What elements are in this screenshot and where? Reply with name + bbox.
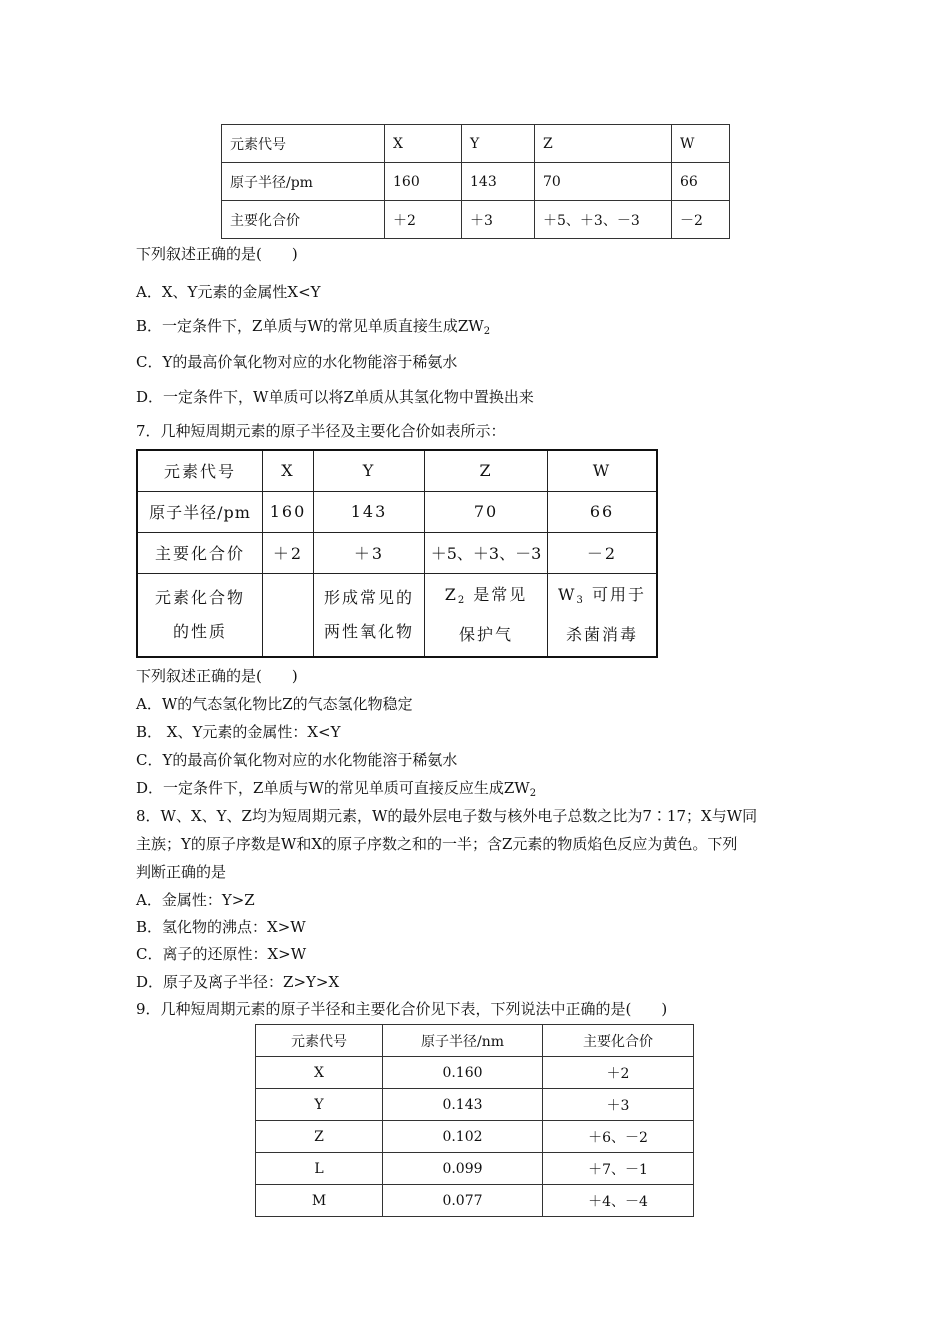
table-cell: －2 bbox=[548, 532, 658, 573]
table-cell: 0.143 bbox=[383, 1089, 543, 1121]
table-cell: 形成常见的两性氧化物 bbox=[314, 573, 425, 657]
table-cell: L bbox=[256, 1153, 383, 1185]
table-cell: 0.160 bbox=[383, 1057, 543, 1089]
q7-option-d-text: D．一定条件下，Z单质与W的常见单质可直接反应生成ZW bbox=[136, 779, 530, 797]
table-cell: 原子半径/pm bbox=[222, 163, 385, 201]
table-cell: 143 bbox=[462, 163, 535, 201]
table-cell: W bbox=[672, 125, 730, 163]
q7-prompt: 下列叙述正确的是( ) bbox=[136, 667, 298, 685]
table-cell bbox=[548, 573, 658, 657]
table-cell: 原子半径/nm bbox=[383, 1025, 543, 1057]
table-cell: Y bbox=[314, 450, 425, 491]
q7-option-d bbox=[136, 778, 536, 804]
table-cell: 66 bbox=[672, 163, 730, 201]
table-cell: X bbox=[263, 450, 314, 491]
q8-stem-line: 判断正确的是 bbox=[136, 863, 227, 881]
cell-text: 可用于杀菌消毒 bbox=[565, 584, 646, 644]
table-cell: 主要化合价 bbox=[222, 201, 385, 239]
table-cell: 主要化合价 bbox=[137, 532, 263, 573]
table-cell: 66 bbox=[548, 491, 658, 532]
q6-option-b-text: B．一定条件下，Z单质与W的常见单质直接生成ZW bbox=[136, 317, 484, 335]
q6-option-c: C．Y的最高价氧化物对应的水化物能溶于稀氨水 bbox=[136, 353, 458, 371]
table-row bbox=[256, 1153, 694, 1185]
table-cell: ＋7、－1 bbox=[543, 1153, 694, 1185]
q8-option-d: D．原子及离子半径：Z>Y>X bbox=[136, 973, 340, 991]
table-cell: ＋5、＋3、－3 bbox=[425, 532, 548, 573]
table-3 bbox=[255, 1024, 694, 1217]
cell-text: 是常见保护气 bbox=[458, 584, 528, 644]
table-cell: 元素代号 bbox=[222, 125, 385, 163]
table-cell: 元素代号 bbox=[256, 1025, 383, 1057]
q8-stem-line: 8．W、X、Y、Z均为短周期元素，W的最外层电子数与核外电子总数之比为7∶17；X与W同 bbox=[136, 807, 758, 825]
table-row bbox=[256, 1185, 694, 1217]
table-cell: 元素化合物的性质 bbox=[137, 573, 263, 657]
q6-prompt: 下列叙述正确的是( ) bbox=[136, 245, 298, 263]
table-cell: 元素代号 bbox=[137, 450, 263, 491]
table-cell: 160 bbox=[385, 163, 462, 201]
table-cell: ＋2 bbox=[385, 201, 462, 239]
table-2 bbox=[136, 449, 658, 658]
table-row bbox=[137, 532, 657, 573]
table-cell: M bbox=[256, 1185, 383, 1217]
q8-option-a: A．金属性：Y>Z bbox=[136, 891, 255, 909]
table-cell: 0.099 bbox=[383, 1153, 543, 1185]
table-1 bbox=[221, 124, 730, 239]
subscript: 3 bbox=[576, 594, 585, 606]
table-cell: 0.077 bbox=[383, 1185, 543, 1217]
table-row bbox=[222, 163, 730, 201]
table-row bbox=[137, 491, 657, 532]
q8-stem-line: 主族；Y的原子序数是W和X的原子序数之和的一半；含Z元素的物质焰色反应为黄色。下列 bbox=[136, 835, 738, 853]
table-cell: 70 bbox=[425, 491, 548, 532]
table-row bbox=[222, 201, 730, 239]
table-cell: 70 bbox=[535, 163, 672, 201]
cell-text: W bbox=[558, 584, 577, 604]
table-row bbox=[256, 1121, 694, 1153]
table-cell: ＋6、－2 bbox=[543, 1121, 694, 1153]
table-row bbox=[137, 450, 657, 491]
subscript: 2 bbox=[483, 326, 491, 337]
table-cell: ＋5、＋3、－3 bbox=[535, 201, 672, 239]
q8-option-b: B．氢化物的沸点：X>W bbox=[136, 918, 306, 936]
q6-option-a: A．X、Y元素的金属性X<Y bbox=[136, 283, 321, 301]
table-cell: X bbox=[385, 125, 462, 163]
table-cell: Y bbox=[462, 125, 535, 163]
table-cell: X bbox=[256, 1057, 383, 1089]
q7-option-b: B． X、Y元素的金属性：X<Y bbox=[136, 723, 341, 741]
table-cell: Z bbox=[425, 450, 548, 491]
q7-option-c: C．Y的最高价氧化物对应的水化物能溶于稀氨水 bbox=[136, 751, 458, 769]
table-cell: Z bbox=[256, 1121, 383, 1153]
table-row bbox=[256, 1089, 694, 1121]
q6-option-d: D．一定条件下，W单质可以将Z单质从其氢化物中置换出来 bbox=[136, 388, 534, 406]
cell-text: Z bbox=[444, 584, 458, 604]
subscript: 2 bbox=[529, 788, 537, 799]
table-cell: ＋3 bbox=[462, 201, 535, 239]
q7-title: 7．几种短周期元素的原子半径及主要化合价如表所示： bbox=[136, 422, 506, 440]
table-cell: ＋2 bbox=[263, 532, 314, 573]
table-cell: 0.102 bbox=[383, 1121, 543, 1153]
table-cell bbox=[263, 573, 314, 657]
table-cell: －2 bbox=[672, 201, 730, 239]
q8-option-c: C．离子的还原性：X>W bbox=[136, 945, 307, 963]
table-row bbox=[256, 1025, 694, 1057]
q9-title: 9．几种短周期元素的原子半径和主要化合价见下表，下列说法中正确的是( ) bbox=[136, 1000, 668, 1018]
table-cell: 原子半径/pm bbox=[137, 491, 263, 532]
table-row bbox=[256, 1057, 694, 1089]
table-cell bbox=[425, 573, 548, 657]
table-cell: 143 bbox=[314, 491, 425, 532]
subscript: 2 bbox=[457, 594, 467, 606]
table-cell: Y bbox=[256, 1089, 383, 1121]
table-cell: ＋3 bbox=[314, 532, 425, 573]
table-cell: ＋2 bbox=[543, 1057, 694, 1089]
table-cell: 160 bbox=[263, 491, 314, 532]
table-cell: Z bbox=[535, 125, 672, 163]
table-cell: W bbox=[548, 450, 658, 491]
table-row bbox=[137, 573, 657, 657]
q6-option-b bbox=[136, 316, 490, 342]
table-cell: ＋4、－4 bbox=[543, 1185, 694, 1217]
q7-option-a: A．W的气态氢化物比Z的气态氢化物稳定 bbox=[136, 695, 413, 713]
table-cell: ＋3 bbox=[543, 1089, 694, 1121]
table-cell: 主要化合价 bbox=[543, 1025, 694, 1057]
table-row bbox=[222, 125, 730, 163]
